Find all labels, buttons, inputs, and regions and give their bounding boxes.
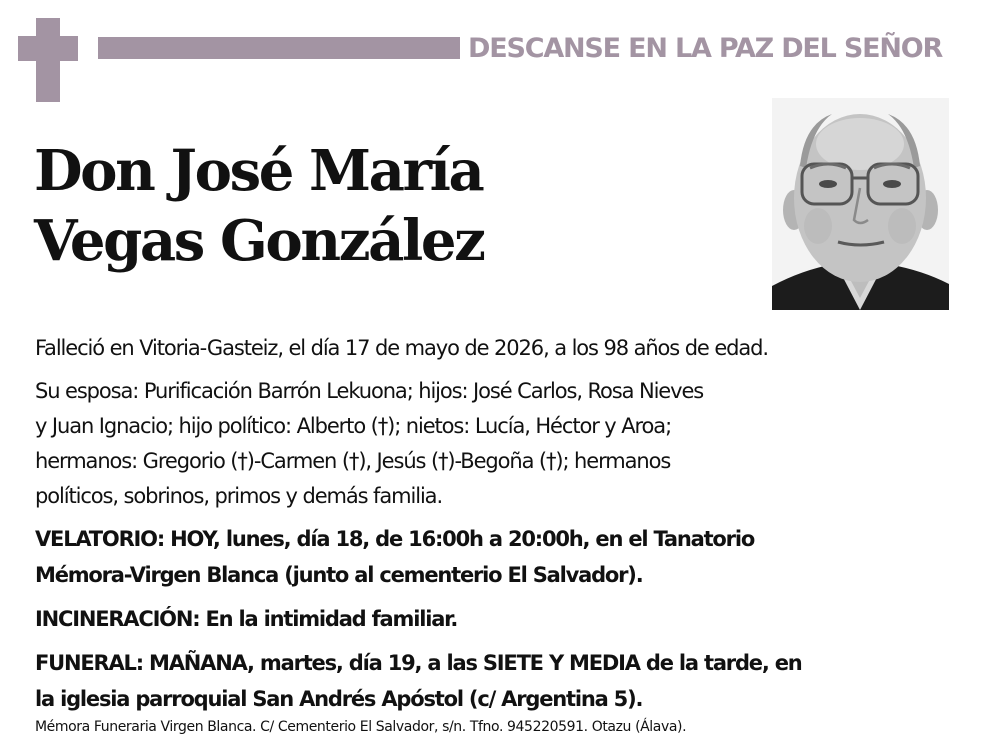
family-line: políticos, sobrinos, primos y demás familia. (35, 484, 443, 508)
funeral-home-footer: Mémora Funeraria Virgen Blanca. C/ Cementerio El Salvador, s/n. Tfno. 945220591. Otazu (Álava). (35, 719, 687, 735)
funeral-info (35, 645, 802, 717)
header-title: DESCANSE EN LA PAZ DEL SEÑOR (468, 33, 943, 64)
cross-icon-horizontal (18, 36, 78, 61)
wake-line: VELATORIO: HOY, lunes, día 18, de 16:00h a 20:00h, en el Tanatorio (35, 527, 755, 551)
wake-line: Mémora-Virgen Blanca (junto al cementerio El Salvador). (35, 563, 643, 587)
funeral-line: la iglesia parroquial San Andrés Apóstol (c/ Argentina 5). (35, 687, 643, 711)
deceased-name-line-2: Vegas González (34, 208, 484, 274)
funeral-line: FUNERAL: MAÑANA, martes, día 19, a las SIETE Y MEDIA de la tarde, en (35, 651, 802, 675)
wake-info (35, 521, 754, 593)
portrait-photo-graphic (772, 98, 949, 310)
deceased-name (34, 136, 483, 276)
deceased-name-line-1: Don José María (34, 138, 483, 204)
family-line: Su esposa: Purificación Barrón Lekuona; hijos: José Carlos, Rosa Nieves (35, 379, 704, 403)
family-list (35, 374, 955, 514)
death-notice: Falleció en Vitoria-Gasteiz, el día 17 de mayo de 2026, a los 98 años de edad. (35, 336, 768, 360)
header-divider-bar (98, 37, 460, 59)
portrait-photo (772, 98, 949, 310)
family-line: hermanos: Gregorio (†)-Carmen (†), Jesús (†)-Begoña (†); hermanos (35, 449, 671, 473)
cremation-line: INCINERACIÓN: En la intimidad familiar. (35, 607, 458, 631)
cremation-info (35, 601, 457, 637)
family-line: y Juan Ignacio; hijo político: Alberto (†); nietos: Lucía, Héctor y Aroa; (35, 414, 672, 438)
